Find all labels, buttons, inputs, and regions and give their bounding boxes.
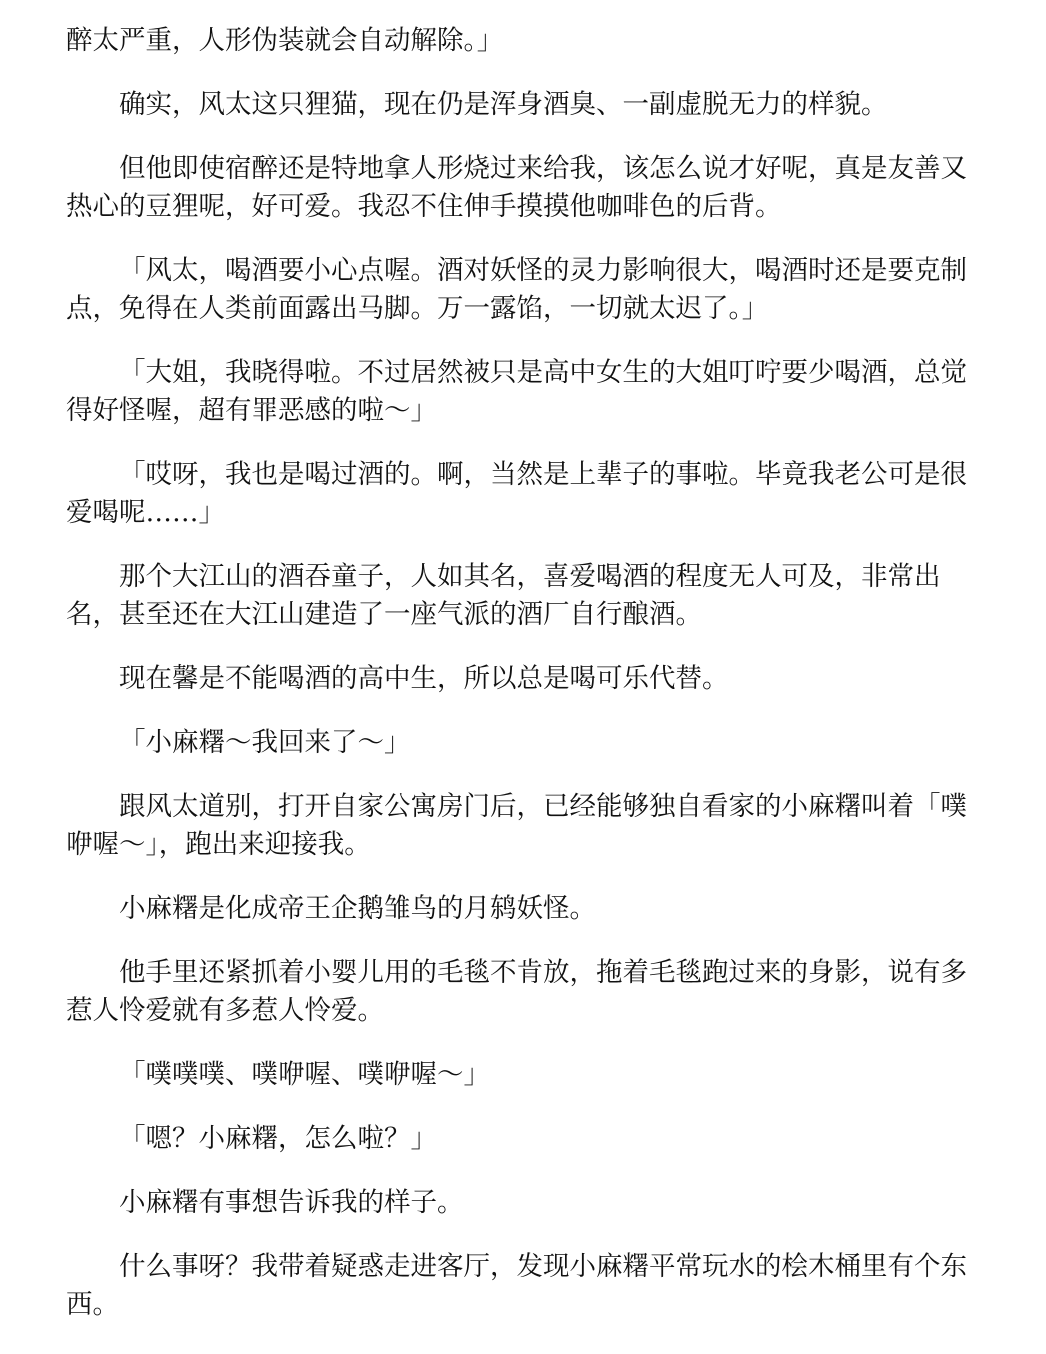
paragraph: 「哎呀，我也是喝过酒的。啊，当然是上辈子的事啦。毕竟我老公可是很爱喝呢……」	[66, 459, 967, 528]
paragraph: 「嗯？小麻糬，怎么啦？」	[119, 1123, 437, 1154]
paragraph: 「噗噗噗、噗咿喔、噗咿喔～」	[119, 1059, 490, 1090]
paragraph: 小麻糬有事想告诉我的样子。	[119, 1187, 464, 1218]
paragraph: 「小麻糬～我回来了～」	[119, 727, 411, 758]
paragraph: 跟风太道别，打开自家公寓房门后，已经能够独自看家的小麻糬叫着「噗咿喔～」，跑出来迎接我。	[66, 791, 967, 860]
paragraph: 但他即使宿醉还是特地拿人形烧过来给我，该怎么说才好呢，真是友善又热心的豆狸呢，好可爱。我忍不住伸手摸摸他咖啡色的后背。	[66, 153, 967, 222]
paragraph: 那个大江山的酒吞童子，人如其名，喜爱喝酒的程度无人可及，非常出名，甚至还在大江山建造了一座气派的酒厂自行酿酒。	[66, 561, 941, 630]
paragraph: 「大姐，我晓得啦。不过居然被只是高中女生的大姐叮咛要少喝酒，总觉得好怪喔，超有罪恶感的啦～」	[66, 357, 967, 426]
paragraph: 「风太，喝酒要小心点喔。酒对妖怪的灵力影响很大，喝酒时还是要克制点，免得在人类前面露出马脚。万一露馅，一切就太迟了。」	[66, 255, 967, 324]
paragraph: 什么事呀？我带着疑惑走进客厅，发现小麻糬平常玩水的桧木桶里有个东西。	[66, 1251, 967, 1320]
paragraph: 确实，风太这只狸猫，现在仍是浑身酒臭、一副虚脱无力的样貌。	[119, 89, 888, 120]
paragraph: 现在馨是不能喝酒的高中生，所以总是喝可乐代替。	[119, 663, 729, 694]
paragraph: 小麻糬是化成帝王企鹅雏鸟的月鸫妖怪。	[119, 893, 596, 924]
paragraph: 醉太严重，人形伪装就会自动解除。」	[66, 25, 504, 56]
paragraph: 他手里还紧抓着小婴儿用的毛毯不肯放，拖着毛毯跑过来的身影，说有多惹人怜爱就有多惹人怜爱。	[66, 957, 967, 1026]
